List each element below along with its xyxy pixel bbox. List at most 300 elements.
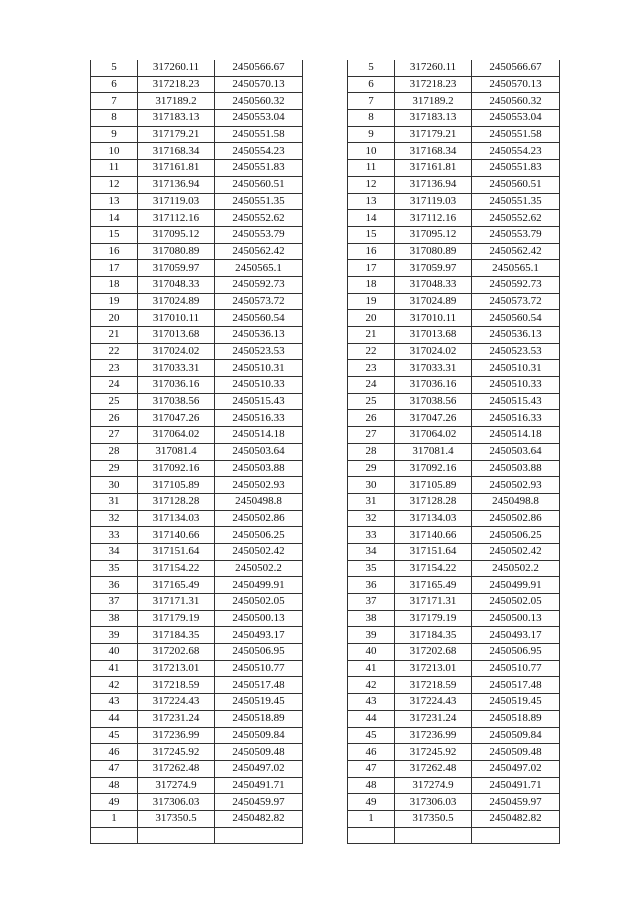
x-coordinate-cell: 317179.21 — [138, 126, 215, 143]
x-coordinate-cell: 317136.94 — [395, 176, 472, 193]
point-number-cell — [91, 827, 138, 844]
x-coordinate-cell: 317245.92 — [138, 744, 215, 761]
point-number-cell: 37 — [348, 594, 395, 611]
y-coordinate-cell: 2450491.71 — [215, 777, 303, 794]
point-number-cell: 40 — [91, 644, 138, 661]
point-number-cell: 33 — [348, 527, 395, 544]
coordinate-table-left — [90, 60, 303, 844]
x-coordinate-cell: 317231.24 — [395, 710, 472, 727]
y-coordinate-cell: 2450482.82 — [215, 810, 303, 827]
table-row — [91, 110, 303, 127]
y-coordinate-cell: 2450502.2 — [215, 560, 303, 577]
table-row — [348, 410, 560, 427]
point-number-cell: 13 — [91, 193, 138, 210]
table-row — [348, 276, 560, 293]
point-number-cell: 46 — [91, 744, 138, 761]
y-coordinate-cell: 2450502.05 — [472, 594, 560, 611]
x-coordinate-cell: 317112.16 — [395, 210, 472, 227]
table-row — [348, 560, 560, 577]
table-row — [91, 93, 303, 110]
point-number-cell: 28 — [348, 443, 395, 460]
table-row — [91, 543, 303, 560]
table-row — [348, 210, 560, 227]
table-row — [91, 627, 303, 644]
y-coordinate-cell: 2450570.13 — [215, 76, 303, 93]
y-coordinate-cell: 2450516.33 — [215, 410, 303, 427]
x-coordinate-cell: 317154.22 — [395, 560, 472, 577]
x-coordinate-cell: 317224.43 — [138, 694, 215, 711]
y-coordinate-cell: 2450518.89 — [472, 710, 560, 727]
table-row — [348, 360, 560, 377]
table-row — [91, 377, 303, 394]
point-number-cell: 6 — [348, 76, 395, 93]
point-number-cell: 5 — [348, 60, 395, 76]
x-coordinate-cell: 317024.02 — [138, 343, 215, 360]
table-row — [91, 210, 303, 227]
x-coordinate-cell: 317202.68 — [138, 644, 215, 661]
table-row — [91, 794, 303, 811]
table-row — [348, 827, 560, 844]
table-row — [348, 527, 560, 544]
x-coordinate-cell: 317010.11 — [395, 310, 472, 327]
x-coordinate-cell: 317171.31 — [395, 594, 472, 611]
x-coordinate-cell: 317274.9 — [395, 777, 472, 794]
coordinate-table-right-body — [348, 60, 560, 844]
point-number-cell: 12 — [91, 176, 138, 193]
table-row — [91, 677, 303, 694]
point-number-cell: 16 — [91, 243, 138, 260]
y-coordinate-cell: 2450502.42 — [472, 543, 560, 560]
y-coordinate-cell: 2450516.33 — [472, 410, 560, 427]
y-coordinate-cell: 2450536.13 — [472, 327, 560, 344]
y-coordinate-cell: 2450509.84 — [472, 727, 560, 744]
table-row — [91, 710, 303, 727]
table-row — [348, 460, 560, 477]
y-coordinate-cell: 2450503.64 — [472, 443, 560, 460]
y-coordinate-cell: 2450510.31 — [472, 360, 560, 377]
table-row — [348, 510, 560, 527]
y-coordinate-cell: 2450493.17 — [215, 627, 303, 644]
x-coordinate-cell: 317095.12 — [395, 226, 472, 243]
point-number-cell: 13 — [348, 193, 395, 210]
y-coordinate-cell: 2450570.13 — [472, 76, 560, 93]
y-coordinate-cell: 2450523.53 — [215, 343, 303, 360]
point-number-cell: 8 — [348, 110, 395, 127]
y-coordinate-cell: 2450459.97 — [472, 794, 560, 811]
x-coordinate-cell: 317350.5 — [395, 810, 472, 827]
x-coordinate-cell: 317183.13 — [138, 110, 215, 127]
point-number-cell: 12 — [348, 176, 395, 193]
y-coordinate-cell: 2450510.77 — [472, 660, 560, 677]
table-row — [348, 477, 560, 494]
y-coordinate-cell: 2450515.43 — [472, 393, 560, 410]
x-coordinate-cell: 317024.89 — [395, 293, 472, 310]
x-coordinate-cell: 317260.11 — [138, 60, 215, 76]
table-row — [348, 760, 560, 777]
x-coordinate-cell: 317184.35 — [138, 627, 215, 644]
point-number-cell: 19 — [348, 293, 395, 310]
y-coordinate-cell: 2450519.45 — [472, 694, 560, 711]
table-row — [91, 560, 303, 577]
point-number-cell: 22 — [91, 343, 138, 360]
x-coordinate-cell: 317218.59 — [395, 677, 472, 694]
x-coordinate-cell: 317218.59 — [138, 677, 215, 694]
point-number-cell: 42 — [348, 677, 395, 694]
point-number-cell: 30 — [348, 477, 395, 494]
x-coordinate-cell: 317010.11 — [138, 310, 215, 327]
x-coordinate-cell: 317350.5 — [138, 810, 215, 827]
point-number-cell: 33 — [91, 527, 138, 544]
table-row — [348, 677, 560, 694]
y-coordinate-cell: 2450562.42 — [472, 243, 560, 260]
y-coordinate-cell: 2450459.97 — [215, 794, 303, 811]
x-coordinate-cell: 317154.22 — [138, 560, 215, 577]
x-coordinate-cell: 317119.03 — [395, 193, 472, 210]
y-coordinate-cell: 2450553.04 — [215, 110, 303, 127]
point-number-cell: 28 — [91, 443, 138, 460]
table-row — [348, 226, 560, 243]
y-coordinate-cell: 2450551.35 — [215, 193, 303, 210]
y-coordinate-cell: 2450552.62 — [215, 210, 303, 227]
point-number-cell: 15 — [91, 226, 138, 243]
x-coordinate-cell: 317047.26 — [395, 410, 472, 427]
table-row — [91, 176, 303, 193]
point-number-cell: 10 — [348, 143, 395, 160]
x-coordinate-cell: 317081.4 — [395, 443, 472, 460]
x-coordinate-cell: 317140.66 — [138, 527, 215, 544]
x-coordinate-cell: 317189.2 — [138, 93, 215, 110]
point-number-cell: 11 — [348, 160, 395, 177]
table-row — [91, 594, 303, 611]
point-number-cell: 29 — [348, 460, 395, 477]
table-row — [348, 610, 560, 627]
table-row — [348, 777, 560, 794]
y-coordinate-cell: 2450560.54 — [215, 310, 303, 327]
table-row — [91, 276, 303, 293]
point-number-cell: 38 — [91, 610, 138, 627]
x-coordinate-cell: 317013.68 — [138, 327, 215, 344]
y-coordinate-cell: 2450502.86 — [472, 510, 560, 527]
x-coordinate-cell — [395, 827, 472, 844]
y-coordinate-cell: 2450506.95 — [215, 644, 303, 661]
y-coordinate-cell: 2450497.02 — [215, 760, 303, 777]
table-row — [91, 727, 303, 744]
y-coordinate-cell: 2450553.79 — [215, 226, 303, 243]
point-number-cell: 31 — [348, 493, 395, 510]
point-number-cell: 43 — [91, 694, 138, 711]
x-coordinate-cell: 317038.56 — [395, 393, 472, 410]
y-coordinate-cell: 2450566.67 — [472, 60, 560, 76]
point-number-cell: 23 — [91, 360, 138, 377]
point-number-cell: 45 — [348, 727, 395, 744]
y-coordinate-cell: 2450565.1 — [215, 260, 303, 277]
table-row — [348, 694, 560, 711]
table-row — [348, 176, 560, 193]
table-row — [91, 193, 303, 210]
y-coordinate-cell: 2450502.93 — [215, 477, 303, 494]
y-coordinate-cell: 2450510.31 — [215, 360, 303, 377]
point-number-cell: 49 — [91, 794, 138, 811]
table-row — [91, 744, 303, 761]
x-coordinate-cell: 317151.64 — [395, 543, 472, 560]
x-coordinate-cell: 317218.23 — [395, 76, 472, 93]
y-coordinate-cell: 2450523.53 — [472, 343, 560, 360]
point-number-cell: 32 — [348, 510, 395, 527]
point-number-cell: 25 — [91, 393, 138, 410]
table-row — [91, 427, 303, 444]
table-row — [91, 293, 303, 310]
x-coordinate-cell: 317179.19 — [395, 610, 472, 627]
table-row — [348, 193, 560, 210]
y-coordinate-cell: 2450509.48 — [472, 744, 560, 761]
table-row — [91, 777, 303, 794]
y-coordinate-cell: 2450551.83 — [472, 160, 560, 177]
x-coordinate-cell: 317033.31 — [138, 360, 215, 377]
x-coordinate-cell: 317048.33 — [138, 276, 215, 293]
y-coordinate-cell: 2450573.72 — [472, 293, 560, 310]
y-coordinate-cell: 2450503.64 — [215, 443, 303, 460]
table-row — [91, 260, 303, 277]
point-number-cell: 16 — [348, 243, 395, 260]
y-coordinate-cell: 2450497.02 — [472, 760, 560, 777]
point-number-cell: 45 — [91, 727, 138, 744]
point-number-cell: 23 — [348, 360, 395, 377]
x-coordinate-cell: 317306.03 — [138, 794, 215, 811]
point-number-cell: 29 — [91, 460, 138, 477]
y-coordinate-cell: 2450499.91 — [215, 577, 303, 594]
table-row — [91, 327, 303, 344]
table-row — [348, 126, 560, 143]
table-row — [348, 377, 560, 394]
y-coordinate-cell: 2450502.42 — [215, 543, 303, 560]
table-row — [348, 260, 560, 277]
point-number-cell: 5 — [91, 60, 138, 76]
table-row — [91, 410, 303, 427]
x-coordinate-cell: 317202.68 — [395, 644, 472, 661]
point-number-cell: 47 — [91, 760, 138, 777]
x-coordinate-cell: 317262.48 — [138, 760, 215, 777]
table-row — [348, 293, 560, 310]
table-row — [348, 160, 560, 177]
point-number-cell: 36 — [348, 577, 395, 594]
point-number-cell: 31 — [91, 493, 138, 510]
point-number-cell: 39 — [91, 627, 138, 644]
y-coordinate-cell: 2450491.71 — [472, 777, 560, 794]
x-coordinate-cell: 317213.01 — [395, 660, 472, 677]
table-row — [91, 577, 303, 594]
point-number-cell: 17 — [91, 260, 138, 277]
x-coordinate-cell: 317038.56 — [138, 393, 215, 410]
x-coordinate-cell: 317080.89 — [395, 243, 472, 260]
x-coordinate-cell: 317274.9 — [138, 777, 215, 794]
point-number-cell: 26 — [91, 410, 138, 427]
x-coordinate-cell: 317184.35 — [395, 627, 472, 644]
point-number-cell: 34 — [348, 543, 395, 560]
x-coordinate-cell: 317260.11 — [395, 60, 472, 76]
point-number-cell — [348, 827, 395, 844]
table-row — [348, 327, 560, 344]
point-number-cell: 30 — [91, 477, 138, 494]
y-coordinate-cell: 2450560.51 — [215, 176, 303, 193]
x-coordinate-cell: 317033.31 — [395, 360, 472, 377]
point-number-cell: 14 — [348, 210, 395, 227]
point-number-cell: 18 — [91, 276, 138, 293]
y-coordinate-cell: 2450552.62 — [472, 210, 560, 227]
point-number-cell: 35 — [348, 560, 395, 577]
y-coordinate-cell: 2450498.8 — [472, 493, 560, 510]
table-row — [91, 660, 303, 677]
x-coordinate-cell: 317059.97 — [138, 260, 215, 277]
point-number-cell: 10 — [91, 143, 138, 160]
x-coordinate-cell: 317024.02 — [395, 343, 472, 360]
y-coordinate-cell: 2450553.04 — [472, 110, 560, 127]
table-row — [91, 126, 303, 143]
y-coordinate-cell: 2450573.72 — [215, 293, 303, 310]
y-coordinate-cell: 2450509.84 — [215, 727, 303, 744]
x-coordinate-cell: 317161.81 — [395, 160, 472, 177]
table-row — [91, 644, 303, 661]
y-coordinate-cell: 2450506.25 — [215, 527, 303, 544]
x-coordinate-cell: 317245.92 — [395, 744, 472, 761]
y-coordinate-cell: 2450551.35 — [472, 193, 560, 210]
y-coordinate-cell: 2450518.89 — [215, 710, 303, 727]
x-coordinate-cell: 317128.28 — [395, 493, 472, 510]
y-coordinate-cell: 2450592.73 — [472, 276, 560, 293]
point-number-cell: 21 — [91, 327, 138, 344]
table-row — [91, 810, 303, 827]
table-row — [348, 493, 560, 510]
y-coordinate-cell: 2450514.18 — [215, 427, 303, 444]
y-coordinate-cell: 2450560.54 — [472, 310, 560, 327]
table-row — [348, 310, 560, 327]
y-coordinate-cell: 2450506.25 — [472, 527, 560, 544]
x-coordinate-cell: 317224.43 — [395, 694, 472, 711]
x-coordinate-cell: 317105.89 — [138, 477, 215, 494]
table-row — [91, 493, 303, 510]
table-row — [91, 243, 303, 260]
table-row — [348, 810, 560, 827]
point-number-cell: 47 — [348, 760, 395, 777]
point-number-cell: 18 — [348, 276, 395, 293]
y-coordinate-cell: 2450551.58 — [472, 126, 560, 143]
point-number-cell: 14 — [91, 210, 138, 227]
x-coordinate-cell: 317095.12 — [138, 226, 215, 243]
table-row — [91, 443, 303, 460]
point-number-cell: 8 — [91, 110, 138, 127]
y-coordinate-cell: 2450503.88 — [472, 460, 560, 477]
x-coordinate-cell: 317189.2 — [395, 93, 472, 110]
point-number-cell: 32 — [91, 510, 138, 527]
x-coordinate-cell: 317064.02 — [138, 427, 215, 444]
point-number-cell: 17 — [348, 260, 395, 277]
table-row — [348, 443, 560, 460]
x-coordinate-cell: 317092.16 — [395, 460, 472, 477]
x-coordinate-cell: 317168.34 — [395, 143, 472, 160]
coordinate-table-right — [347, 60, 560, 844]
table-row — [91, 226, 303, 243]
x-coordinate-cell: 317036.16 — [138, 377, 215, 394]
table-row — [348, 243, 560, 260]
table-row — [91, 510, 303, 527]
y-coordinate-cell: 2450565.1 — [472, 260, 560, 277]
coordinate-table-left-body — [91, 60, 303, 844]
y-coordinate-cell: 2450517.48 — [215, 677, 303, 694]
x-coordinate-cell: 317140.66 — [395, 527, 472, 544]
table-row — [91, 694, 303, 711]
point-number-cell: 37 — [91, 594, 138, 611]
y-coordinate-cell: 2450499.91 — [472, 577, 560, 594]
table-row — [348, 343, 560, 360]
x-coordinate-cell: 317081.4 — [138, 443, 215, 460]
table-row — [91, 360, 303, 377]
table-row — [91, 760, 303, 777]
y-coordinate-cell: 2450493.17 — [472, 627, 560, 644]
y-coordinate-cell: 2450510.33 — [472, 377, 560, 394]
y-coordinate-cell — [215, 827, 303, 844]
x-coordinate-cell: 317165.49 — [395, 577, 472, 594]
y-coordinate-cell: 2450502.93 — [472, 477, 560, 494]
y-coordinate-cell: 2450553.79 — [472, 226, 560, 243]
x-coordinate-cell: 317048.33 — [395, 276, 472, 293]
point-number-cell: 43 — [348, 694, 395, 711]
point-number-cell: 27 — [348, 427, 395, 444]
y-coordinate-cell: 2450502.2 — [472, 560, 560, 577]
table-row — [348, 543, 560, 560]
y-coordinate-cell: 2450519.45 — [215, 694, 303, 711]
x-coordinate-cell: 317218.23 — [138, 76, 215, 93]
x-coordinate-cell: 317236.99 — [395, 727, 472, 744]
table-row — [91, 310, 303, 327]
point-number-cell: 36 — [91, 577, 138, 594]
y-coordinate-cell: 2450515.43 — [215, 393, 303, 410]
x-coordinate-cell: 317179.19 — [138, 610, 215, 627]
y-coordinate-cell: 2450551.83 — [215, 160, 303, 177]
y-coordinate-cell: 2450514.18 — [472, 427, 560, 444]
point-number-cell: 7 — [91, 93, 138, 110]
y-coordinate-cell: 2450554.23 — [215, 143, 303, 160]
point-number-cell: 20 — [348, 310, 395, 327]
table-row — [348, 427, 560, 444]
point-number-cell: 41 — [348, 660, 395, 677]
table-row — [91, 343, 303, 360]
table-row — [348, 594, 560, 611]
y-coordinate-cell: 2450510.77 — [215, 660, 303, 677]
point-number-cell: 44 — [91, 710, 138, 727]
y-coordinate-cell: 2450482.82 — [472, 810, 560, 827]
point-number-cell: 1 — [348, 810, 395, 827]
point-number-cell: 25 — [348, 393, 395, 410]
x-coordinate-cell: 317213.01 — [138, 660, 215, 677]
x-coordinate-cell: 317134.03 — [395, 510, 472, 527]
y-coordinate-cell: 2450551.58 — [215, 126, 303, 143]
y-coordinate-cell: 2450509.48 — [215, 744, 303, 761]
x-coordinate-cell: 317306.03 — [395, 794, 472, 811]
x-coordinate-cell: 317183.13 — [395, 110, 472, 127]
table-row — [91, 527, 303, 544]
point-number-cell: 40 — [348, 644, 395, 661]
table-row — [348, 627, 560, 644]
x-coordinate-cell: 317165.49 — [138, 577, 215, 594]
table-row — [91, 76, 303, 93]
y-coordinate-cell: 2450560.32 — [215, 93, 303, 110]
y-coordinate-cell: 2450498.8 — [215, 493, 303, 510]
x-coordinate-cell: 317064.02 — [395, 427, 472, 444]
y-coordinate-cell: 2450502.86 — [215, 510, 303, 527]
point-number-cell: 27 — [91, 427, 138, 444]
table-row — [348, 110, 560, 127]
y-coordinate-cell: 2450503.88 — [215, 460, 303, 477]
x-coordinate-cell: 317092.16 — [138, 460, 215, 477]
